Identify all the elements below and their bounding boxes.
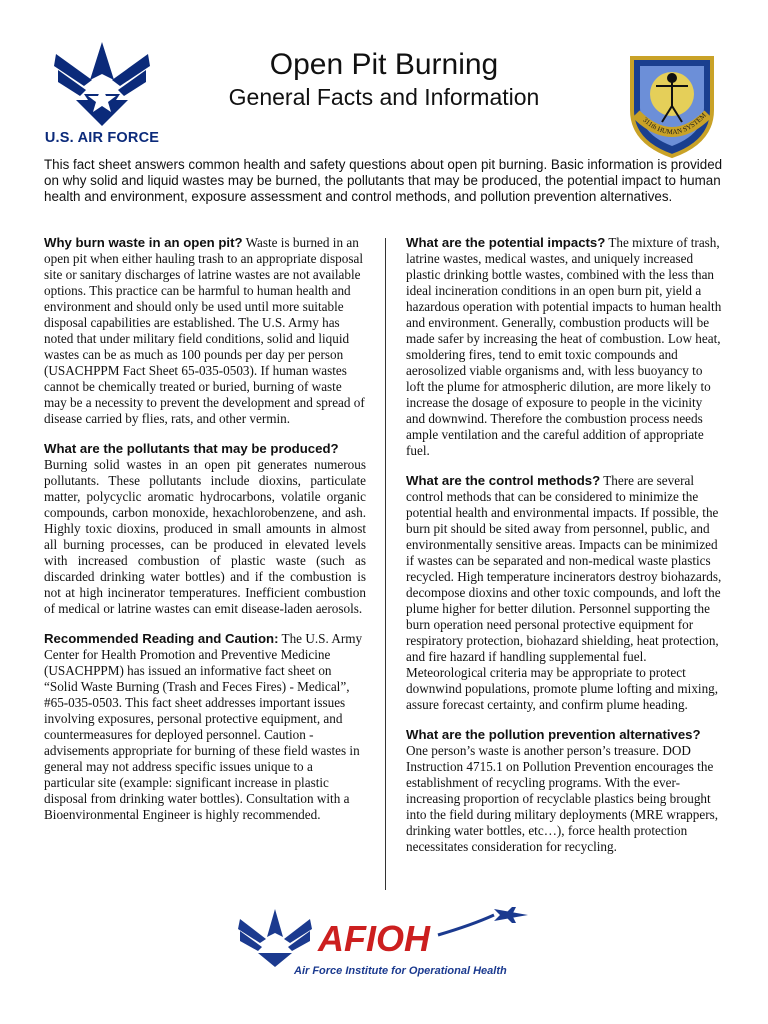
- human-systems-wing-shield: [622, 50, 722, 160]
- section-heading: What are the pollution prevention alternatives?: [406, 727, 701, 742]
- section-body: Burning solid wastes in an open pit generates numerous pollutants. These pollutants include dioxins, particulate matter, polycyclic aromatic hydrocarbons, volatile organic compounds, carbon monoxide, hexachlorobenzene, and ash. Highly toxic dioxins, produced in small amounts in almost all burning processes, can be produced in elevated levels with increased combustion of plastic waste (such as discarded drinking water bottles) and if the combustion is not at high incinerator temperatures. Inefficient combustion of medical or latrine wastes can emit disease-laden aerosols.: [44, 457, 366, 616]
- section-body: Waste is burned in an open pit when either hauling trash to an appropriate disposal site or sanitary discharges of latrine wastes are not available options. This practice can be harmful to human health and environment and should only be used until more suitable disposal capabilities are established. The U.S. Army has noted that under military field conditions, solid and liquid wastes can be as much as 100 pounds per day per person (USACHPPM Fact Sheet 65-035-0503). If human wastes cannot be chemically treated or buried, burning of waste may be a necessity to prevent the development and spread of disease carried by flies, rats, and other vermin.: [44, 235, 365, 426]
- section-heading: What are the control methods?: [406, 473, 601, 488]
- column-divider: [385, 238, 386, 890]
- section-heading: Recommended Reading and Caution:: [44, 631, 279, 646]
- afioh-logo: [232, 905, 537, 995]
- shield-motto: 311th HUMAN SYSTEM: [641, 111, 708, 137]
- afioh-subtitle: Air Force Institute for Operational Health: [294, 965, 507, 977]
- section-control-methods: [406, 473, 724, 713]
- section-why-burn: [44, 235, 366, 427]
- section-heading: Why burn waste in an open pit?: [44, 235, 243, 250]
- section-heading: What are the pollutants that may be produced?: [44, 441, 339, 456]
- page-title: Open Pit Burning: [269, 48, 499, 81]
- page-subtitle: General Facts and Information: [228, 84, 540, 110]
- section-body: The U.S. Army Center for Health Promotion and Preventive Medicine (USACHPPM) has issued an informative fact sheet on “Solid Waste Burning (Trash and Feces Fires) - Medical”, #65-035-0503. This fact sheet addresses important issues involving exposures, personal protective equipment, and countermeasures for deployed personnel. Caution - advisements appropriate for burning of these field wastes in general may not address specific issues unique to a particular site (example: significant increase in plastic disposal from drinking water bottles). Consultation with a Bioenvironmental Engineer is highly recommended.: [44, 631, 363, 822]
- section-recommended-reading: [44, 631, 366, 823]
- section-body: There are several control methods that can be considered to minimize the potential health and environmental impacts. If possible, the burn pit should be sited away from personnel, public, and environmentally sensitive areas. Impacts can be minimized if wastes can be separated and non-medical waste plastics recycled. High temperature incinerators destroy biohazards, decompose dioxins and other toxic compounds, and loft the plume higher for better dilution. Personnel supporting the burn operation need personal protective equipment for respiratory protection, biohazard shielding, heat protection, and fire hazard if handling supplemental fuel. Meteorological criteria may be appropriate to protect downwind populations, promote plume lofting and mixing, assure forecast certainty, and confirm plume heading.: [406, 473, 722, 712]
- section-pollutants: [44, 441, 366, 617]
- right-column: [406, 235, 724, 869]
- intro-paragraph: This fact sheet answers common health and safety questions about open pit burning. Basic information is provided on why solid and liquid wastes may be burned, the pollutants that may be produced, the potential impact to human health and environment, exposure assessment and control methods, and pollution prevention alternatives.: [44, 157, 723, 205]
- section-heading: What are the potential impacts?: [406, 235, 606, 250]
- left-column: [44, 235, 366, 837]
- air-force-wings-icon: [238, 909, 312, 967]
- section-body: The mixture of trash, latrine wastes, medical wastes, and uniquely increased plastic drinking bottle wastes, combined with the less than ideal incineration conditions in an open burn pit, yield a hazardous operation with potential impacts to human health and environment. Generally, combustion products will be made safer by increasing the heat of combustion. Low heat, smoldering fires, tend to emit toxic compounds and aerosolized viable organisms and, with less buoyancy to loft the plume for atmospheric dilution, are more likely to increase the dosage of exposure to people in the vicinity and downwind. Therefore the combustion process needs ample ventilation and the careful addition of appropriate fuel.: [406, 235, 722, 458]
- afioh-wordmark: AFIOH: [318, 918, 430, 959]
- air-force-label: U.S. AIR FORCE: [44, 130, 160, 146]
- section-pollution-prevention: [406, 727, 724, 855]
- section-impacts: [406, 235, 724, 459]
- section-body: One person’s waste is another person’s treasure. DOD Instruction 4715.1 on Pollution Prevention encourages the establishment of recycling programs. With the ever-increasing proportion of recyclable plastics being brought into the field during military deployments (MRE wrappers, drinking water bottles, etc…), force health protection necessitates consideration for recycling.: [406, 743, 719, 854]
